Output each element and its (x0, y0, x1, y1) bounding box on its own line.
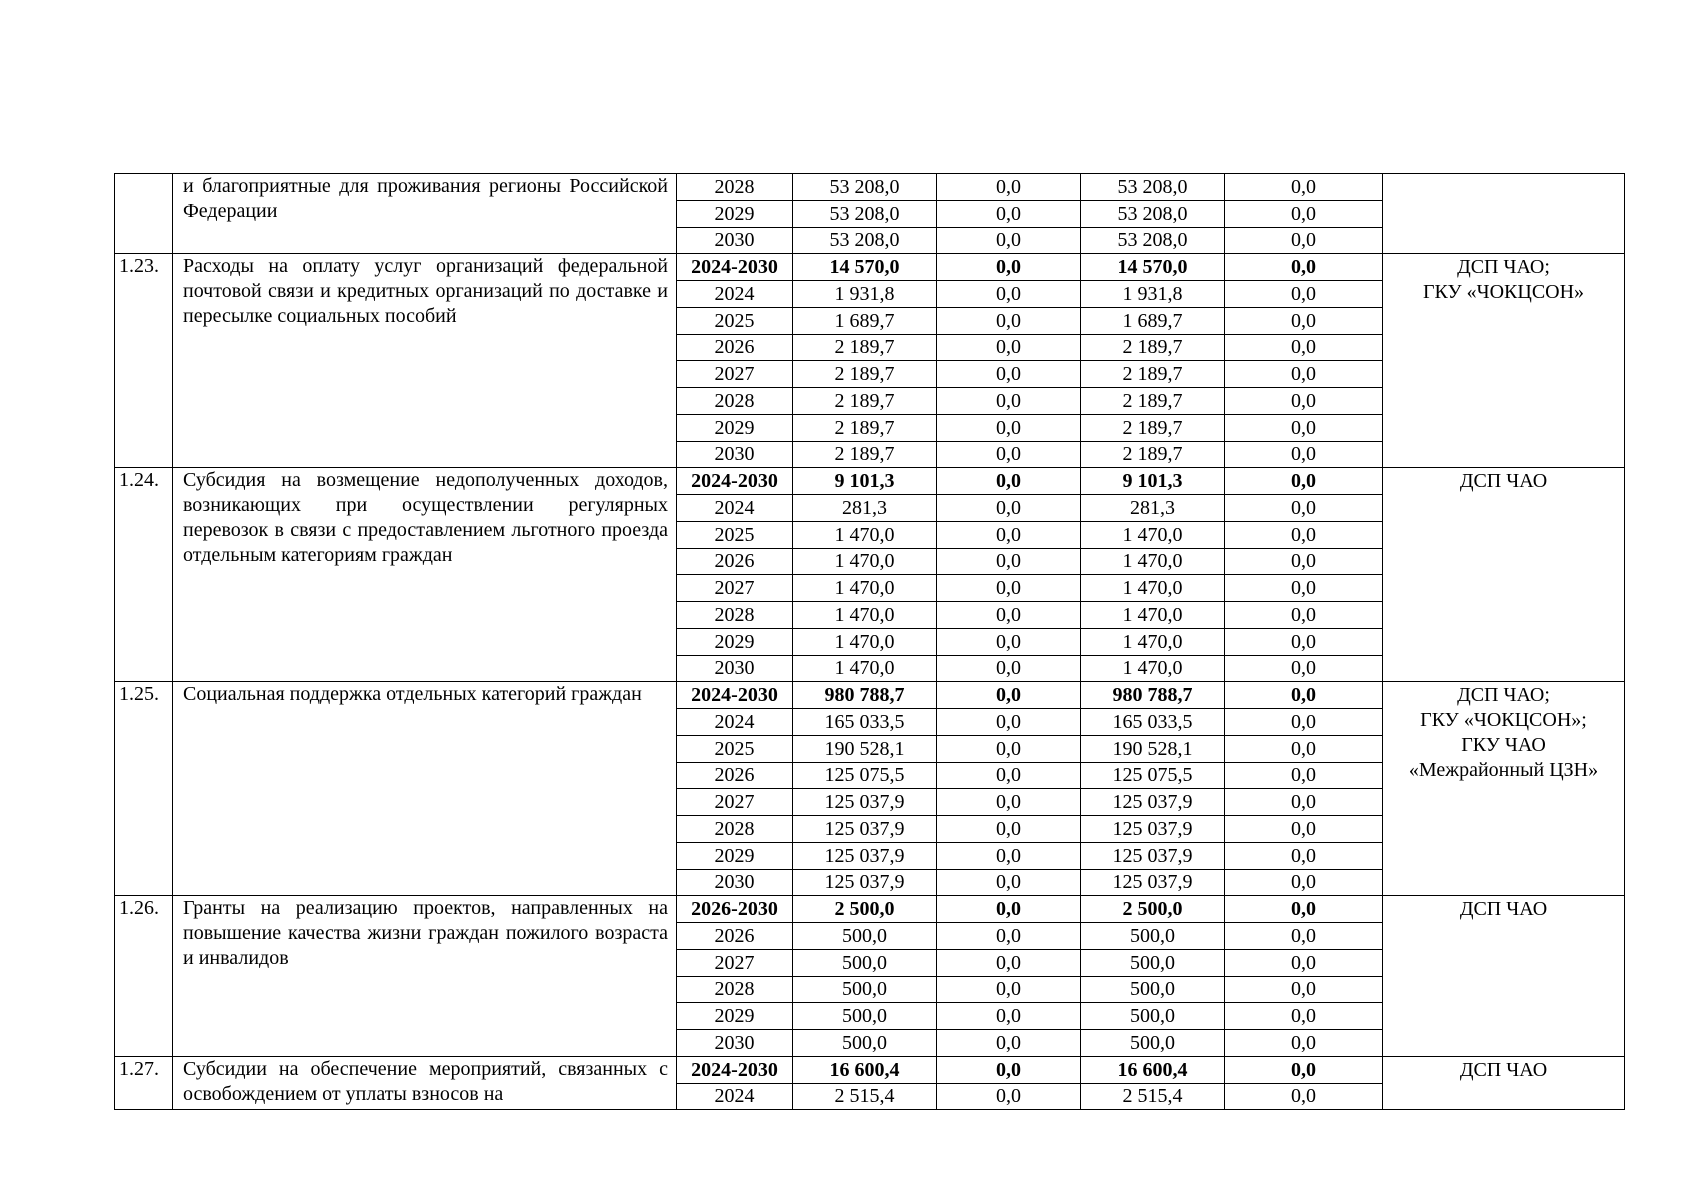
period-cell: 2028 (677, 976, 793, 1003)
other-sources-cell: 0,0 (1225, 1056, 1383, 1083)
regional-budget-cell: 980 788,7 (1081, 682, 1225, 709)
table-body (115, 174, 1625, 1110)
total-cell: 190 528,1 (793, 735, 937, 762)
other-sources-cell: 0,0 (1225, 200, 1383, 227)
other-sources-cell: 0,0 (1225, 388, 1383, 415)
item-description: Гранты на реализацию проектов, направленных на повышение качества жизни граждан пожилого возраста и инвалидов (173, 896, 677, 1057)
total-cell: 500,0 (793, 1003, 937, 1030)
federal-budget-cell: 0,0 (937, 575, 1081, 602)
federal-budget-cell: 0,0 (937, 521, 1081, 548)
total-cell: 14 570,0 (793, 254, 937, 281)
period-cell: 2030 (677, 655, 793, 682)
period-cell: 2027 (677, 361, 793, 388)
regional-budget-cell: 2 189,7 (1081, 414, 1225, 441)
total-cell: 500,0 (793, 976, 937, 1003)
federal-budget-cell: 0,0 (937, 468, 1081, 495)
federal-budget-cell: 0,0 (937, 388, 1081, 415)
period-cell: 2028 (677, 388, 793, 415)
regional-budget-cell: 125 037,9 (1081, 816, 1225, 843)
responsible-executor (1383, 174, 1625, 254)
other-sources-cell: 0,0 (1225, 709, 1383, 736)
federal-budget-cell: 0,0 (937, 1030, 1081, 1057)
federal-budget-cell: 0,0 (937, 174, 1081, 201)
regional-budget-cell: 1 470,0 (1081, 575, 1225, 602)
other-sources-cell: 0,0 (1225, 949, 1383, 976)
item-number: 1.25. (115, 682, 173, 896)
period-cell: 2024-2030 (677, 468, 793, 495)
total-cell: 1 689,7 (793, 307, 937, 334)
regional-budget-cell: 14 570,0 (1081, 254, 1225, 281)
other-sources-cell: 0,0 (1225, 521, 1383, 548)
period-cell: 2024 (677, 495, 793, 522)
total-cell: 2 500,0 (793, 896, 937, 923)
total-cell: 1 470,0 (793, 628, 937, 655)
period-cell: 2029 (677, 628, 793, 655)
federal-budget-cell: 0,0 (937, 495, 1081, 522)
other-sources-cell: 0,0 (1225, 548, 1383, 575)
federal-budget-cell: 0,0 (937, 334, 1081, 361)
table-row (115, 682, 1625, 709)
responsible-executor: ДСП ЧАО (1383, 1056, 1625, 1110)
other-sources-cell: 0,0 (1225, 789, 1383, 816)
period-cell: 2026-2030 (677, 896, 793, 923)
federal-budget-cell: 0,0 (937, 414, 1081, 441)
responsible-executor: ДСП ЧАО (1383, 896, 1625, 1057)
item-number (115, 174, 173, 254)
total-cell: 2 189,7 (793, 361, 937, 388)
regional-budget-cell: 281,3 (1081, 495, 1225, 522)
other-sources-cell: 0,0 (1225, 227, 1383, 254)
regional-budget-cell: 500,0 (1081, 949, 1225, 976)
total-cell: 1 931,8 (793, 281, 937, 308)
other-sources-cell: 0,0 (1225, 174, 1383, 201)
other-sources-cell: 0,0 (1225, 923, 1383, 950)
total-cell: 2 189,7 (793, 441, 937, 468)
total-cell: 16 600,4 (793, 1056, 937, 1083)
federal-budget-cell: 0,0 (937, 1056, 1081, 1083)
federal-budget-cell: 0,0 (937, 976, 1081, 1003)
table-row (115, 174, 1625, 201)
total-cell: 2 515,4 (793, 1083, 937, 1110)
period-cell: 2030 (677, 1030, 793, 1057)
table-row (115, 468, 1625, 495)
federal-budget-cell: 0,0 (937, 361, 1081, 388)
federal-budget-cell: 0,0 (937, 200, 1081, 227)
federal-budget-cell: 0,0 (937, 307, 1081, 334)
regional-budget-cell: 190 528,1 (1081, 735, 1225, 762)
period-cell: 2026 (677, 548, 793, 575)
other-sources-cell: 0,0 (1225, 495, 1383, 522)
federal-budget-cell: 0,0 (937, 816, 1081, 843)
total-cell: 53 208,0 (793, 227, 937, 254)
total-cell: 125 037,9 (793, 869, 937, 896)
responsible-executor: ДСП ЧАО; ГКУ «ЧОКЦСОН»; ГКУ ЧАО «Межрайонный ЦЗН» (1383, 682, 1625, 896)
total-cell: 500,0 (793, 949, 937, 976)
total-cell: 1 470,0 (793, 602, 937, 629)
federal-budget-cell: 0,0 (937, 628, 1081, 655)
period-cell: 2024 (677, 281, 793, 308)
federal-budget-cell: 0,0 (937, 548, 1081, 575)
total-cell: 53 208,0 (793, 174, 937, 201)
responsible-executor: ДСП ЧАО (1383, 468, 1625, 682)
regional-budget-cell: 1 470,0 (1081, 548, 1225, 575)
total-cell: 125 037,9 (793, 789, 937, 816)
federal-budget-cell: 0,0 (937, 789, 1081, 816)
period-cell: 2027 (677, 575, 793, 602)
total-cell: 2 189,7 (793, 334, 937, 361)
federal-budget-cell: 0,0 (937, 281, 1081, 308)
table-row (115, 1056, 1625, 1083)
period-cell: 2026 (677, 334, 793, 361)
other-sources-cell: 0,0 (1225, 1030, 1383, 1057)
period-cell: 2027 (677, 949, 793, 976)
regional-budget-cell: 53 208,0 (1081, 200, 1225, 227)
period-cell: 2025 (677, 521, 793, 548)
regional-budget-cell: 500,0 (1081, 923, 1225, 950)
total-cell: 1 470,0 (793, 575, 937, 602)
table-row (115, 254, 1625, 281)
item-description: Расходы на оплату услуг организаций федеральной почтовой связи и кредитных организаций по доставке и пересылке социальных пособий (173, 254, 677, 468)
total-cell: 165 033,5 (793, 709, 937, 736)
regional-budget-cell: 500,0 (1081, 1003, 1225, 1030)
other-sources-cell: 0,0 (1225, 361, 1383, 388)
period-cell: 2024 (677, 709, 793, 736)
other-sources-cell: 0,0 (1225, 414, 1383, 441)
regional-budget-cell: 500,0 (1081, 976, 1225, 1003)
federal-budget-cell: 0,0 (937, 602, 1081, 629)
item-description: Субсидия на возмещение недополученных доходов, возникающих при осуществлении регулярных перевозок в связи с предоставлением льготного проезда отдельным категориям граждан (173, 468, 677, 682)
total-cell: 500,0 (793, 1030, 937, 1057)
total-cell: 125 037,9 (793, 816, 937, 843)
regional-budget-cell: 1 470,0 (1081, 602, 1225, 629)
federal-budget-cell: 0,0 (937, 441, 1081, 468)
period-cell: 2029 (677, 414, 793, 441)
other-sources-cell: 0,0 (1225, 735, 1383, 762)
total-cell: 2 189,7 (793, 388, 937, 415)
period-cell: 2024 (677, 1083, 793, 1110)
regional-budget-cell: 165 033,5 (1081, 709, 1225, 736)
period-cell: 2029 (677, 200, 793, 227)
other-sources-cell: 0,0 (1225, 976, 1383, 1003)
regional-budget-cell: 9 101,3 (1081, 468, 1225, 495)
federal-budget-cell: 0,0 (937, 1083, 1081, 1110)
item-number: 1.24. (115, 468, 173, 682)
other-sources-cell: 0,0 (1225, 575, 1383, 602)
federal-budget-cell: 0,0 (937, 709, 1081, 736)
other-sources-cell: 0,0 (1225, 441, 1383, 468)
table-row (115, 896, 1625, 923)
period-cell: 2027 (677, 789, 793, 816)
period-cell: 2024-2030 (677, 682, 793, 709)
regional-budget-cell: 1 931,8 (1081, 281, 1225, 308)
regional-budget-cell: 500,0 (1081, 1030, 1225, 1057)
budget-table (114, 173, 1625, 1110)
period-cell: 2025 (677, 735, 793, 762)
total-cell: 125 037,9 (793, 842, 937, 869)
total-cell: 2 189,7 (793, 414, 937, 441)
other-sources-cell: 0,0 (1225, 628, 1383, 655)
federal-budget-cell: 0,0 (937, 842, 1081, 869)
item-number: 1.23. (115, 254, 173, 468)
other-sources-cell: 0,0 (1225, 254, 1383, 281)
item-number: 1.26. (115, 896, 173, 1057)
regional-budget-cell: 2 515,4 (1081, 1083, 1225, 1110)
period-cell: 2026 (677, 762, 793, 789)
period-cell: 2029 (677, 1003, 793, 1030)
federal-budget-cell: 0,0 (937, 1003, 1081, 1030)
federal-budget-cell: 0,0 (937, 923, 1081, 950)
other-sources-cell: 0,0 (1225, 334, 1383, 361)
item-number: 1.27. (115, 1056, 173, 1110)
other-sources-cell: 0,0 (1225, 816, 1383, 843)
other-sources-cell: 0,0 (1225, 655, 1383, 682)
regional-budget-cell: 53 208,0 (1081, 227, 1225, 254)
total-cell: 980 788,7 (793, 682, 937, 709)
federal-budget-cell: 0,0 (937, 655, 1081, 682)
total-cell: 1 470,0 (793, 548, 937, 575)
regional-budget-cell: 2 189,7 (1081, 334, 1225, 361)
federal-budget-cell: 0,0 (937, 227, 1081, 254)
period-cell: 2028 (677, 602, 793, 629)
period-cell: 2025 (677, 307, 793, 334)
other-sources-cell: 0,0 (1225, 842, 1383, 869)
other-sources-cell: 0,0 (1225, 1083, 1383, 1110)
regional-budget-cell: 53 208,0 (1081, 174, 1225, 201)
federal-budget-cell: 0,0 (937, 254, 1081, 281)
regional-budget-cell: 2 500,0 (1081, 896, 1225, 923)
regional-budget-cell: 1 470,0 (1081, 655, 1225, 682)
other-sources-cell: 0,0 (1225, 762, 1383, 789)
other-sources-cell: 0,0 (1225, 682, 1383, 709)
total-cell: 53 208,0 (793, 200, 937, 227)
period-cell: 2028 (677, 816, 793, 843)
regional-budget-cell: 1 470,0 (1081, 521, 1225, 548)
regional-budget-cell: 16 600,4 (1081, 1056, 1225, 1083)
regional-budget-cell: 2 189,7 (1081, 441, 1225, 468)
other-sources-cell: 0,0 (1225, 1003, 1383, 1030)
total-cell: 500,0 (793, 923, 937, 950)
total-cell: 1 470,0 (793, 521, 937, 548)
federal-budget-cell: 0,0 (937, 682, 1081, 709)
period-cell: 2030 (677, 227, 793, 254)
regional-budget-cell: 125 037,9 (1081, 842, 1225, 869)
period-cell: 2030 (677, 869, 793, 896)
other-sources-cell: 0,0 (1225, 869, 1383, 896)
item-description: Субсидии на обеспечение мероприятий, связанных с освобождением от уплаты взносов на (173, 1056, 677, 1110)
period-cell: 2024-2030 (677, 1056, 793, 1083)
period-cell: 2026 (677, 923, 793, 950)
regional-budget-cell: 1 470,0 (1081, 628, 1225, 655)
regional-budget-cell: 2 189,7 (1081, 361, 1225, 388)
other-sources-cell: 0,0 (1225, 896, 1383, 923)
regional-budget-cell: 125 037,9 (1081, 789, 1225, 816)
responsible-executor: ДСП ЧАО; ГКУ «ЧОКЦСОН» (1383, 254, 1625, 468)
other-sources-cell: 0,0 (1225, 468, 1383, 495)
other-sources-cell: 0,0 (1225, 281, 1383, 308)
period-cell: 2029 (677, 842, 793, 869)
total-cell: 1 470,0 (793, 655, 937, 682)
period-cell: 2030 (677, 441, 793, 468)
period-cell: 2028 (677, 174, 793, 201)
regional-budget-cell: 125 075,5 (1081, 762, 1225, 789)
regional-budget-cell: 1 689,7 (1081, 307, 1225, 334)
other-sources-cell: 0,0 (1225, 307, 1383, 334)
federal-budget-cell: 0,0 (937, 762, 1081, 789)
total-cell: 9 101,3 (793, 468, 937, 495)
total-cell: 125 075,5 (793, 762, 937, 789)
federal-budget-cell: 0,0 (937, 896, 1081, 923)
regional-budget-cell: 2 189,7 (1081, 388, 1225, 415)
period-cell: 2024-2030 (677, 254, 793, 281)
federal-budget-cell: 0,0 (937, 949, 1081, 976)
regional-budget-cell: 125 037,9 (1081, 869, 1225, 896)
federal-budget-cell: 0,0 (937, 869, 1081, 896)
item-description: Социальная поддержка отдельных категорий граждан (173, 682, 677, 896)
total-cell: 281,3 (793, 495, 937, 522)
other-sources-cell: 0,0 (1225, 602, 1383, 629)
item-description: и благоприятные для проживания регионы Российской Федерации (173, 174, 677, 254)
federal-budget-cell: 0,0 (937, 735, 1081, 762)
